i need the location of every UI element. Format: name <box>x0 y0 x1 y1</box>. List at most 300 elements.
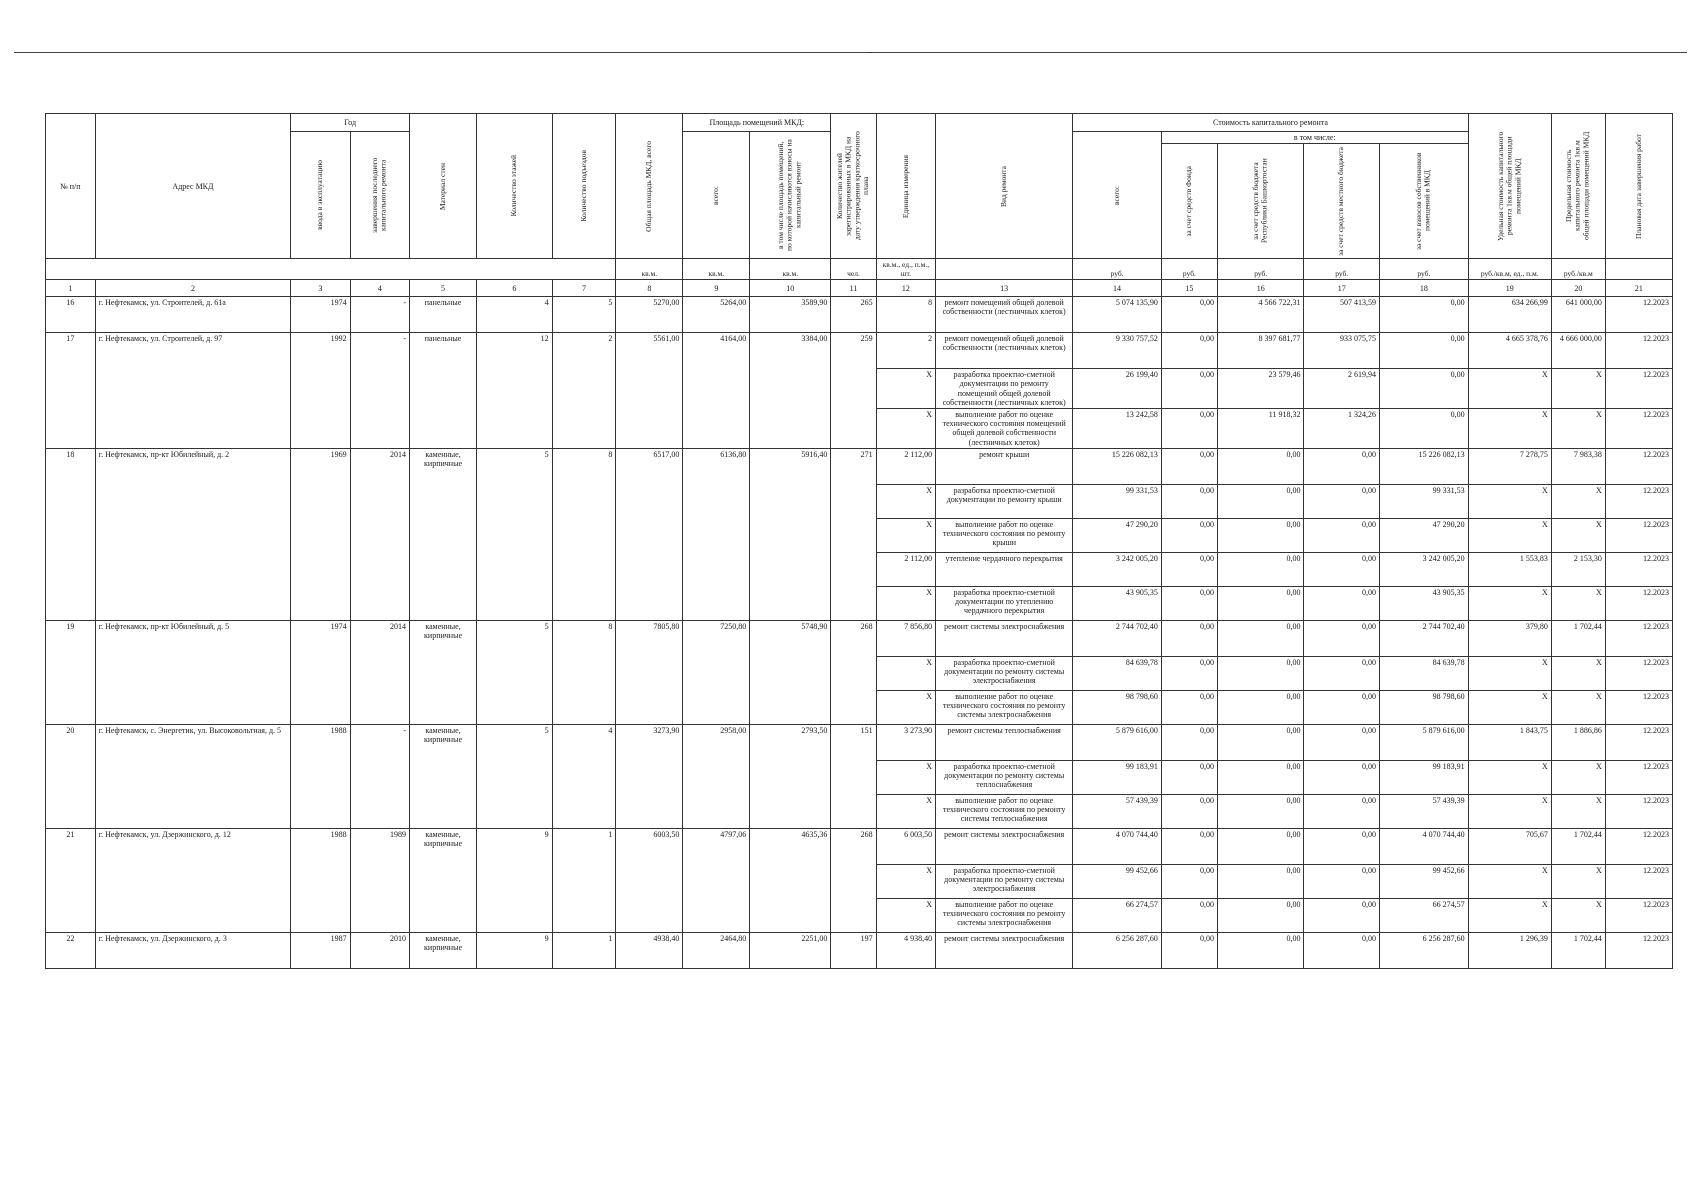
row-cost-fund: 0,00 <box>1161 333 1217 369</box>
row-premises-part: 4635,36 <box>750 828 831 932</box>
row-limit-cost: X <box>1551 586 1605 620</box>
row-total-area: 5561,00 <box>616 333 683 449</box>
row-limit-cost: 1 702,44 <box>1551 620 1605 656</box>
row-cost-owners: 0,00 <box>1380 408 1469 448</box>
row-unit-cost: X <box>1468 760 1551 794</box>
row-limit-cost: X <box>1551 864 1605 898</box>
row-cost-local-budget: 933 075,75 <box>1304 333 1380 369</box>
row-wall-material: каменные, кирпичные <box>410 724 477 828</box>
col-owners-header: за счет взносов собственников помещений в МКД <box>1380 144 1469 259</box>
row-cost-owners: 99 183,91 <box>1380 760 1469 794</box>
col-floors-header: Количество этажей <box>477 114 553 259</box>
table-row <box>46 297 1673 333</box>
row-cost-local-budget: 0,00 <box>1304 448 1380 484</box>
row-cost-local-budget: 0,00 <box>1304 518 1380 552</box>
col-wall-material-header: Материал стен <box>410 114 477 259</box>
row-unit-quantity: X <box>876 898 935 932</box>
row-cost-total: 84 639,78 <box>1073 656 1162 690</box>
row-cost-owners: 5 879 616,00 <box>1380 724 1469 760</box>
capital-repair-table <box>45 113 1673 969</box>
row-unit-quantity: X <box>876 656 935 690</box>
row-cost-republic-budget: 4 566 722,31 <box>1218 297 1304 333</box>
row-cost-owners: 0,00 <box>1380 297 1469 333</box>
row-cost-local-budget: 0,00 <box>1304 898 1380 932</box>
row-unit-quantity: 6 003,50 <box>876 828 935 864</box>
row-unit-quantity: 2 <box>876 333 935 369</box>
row-repair-type: разработка проектно-сметной документации по ремонту системы электроснабжения <box>936 656 1073 690</box>
row-cost-owners: 66 274,57 <box>1380 898 1469 932</box>
row-unit-quantity: X <box>876 864 935 898</box>
row-cost-owners: 0,00 <box>1380 369 1469 409</box>
row-cost-republic-budget: 11 918,32 <box>1218 408 1304 448</box>
table-row <box>46 333 1673 369</box>
row-repair-type: разработка проектно-сметной документации по ремонту системы теплоснабжения <box>936 760 1073 794</box>
row-deadline: 12.2023 <box>1605 724 1672 760</box>
row-deadline: 12.2023 <box>1605 932 1672 968</box>
col-address-header: Адрес МКД <box>95 114 291 259</box>
col-deadline-header: Плановая дата завершения работ <box>1605 114 1672 259</box>
row-cost-fund: 0,00 <box>1161 369 1217 409</box>
row-cost-local-budget: 0,00 <box>1304 620 1380 656</box>
row-floors: 5 <box>477 724 553 828</box>
row-cost-republic-budget: 0,00 <box>1218 724 1304 760</box>
row-deadline: 12.2023 <box>1605 408 1672 448</box>
row-cost-republic-budget: 0,00 <box>1218 690 1304 724</box>
page-top-rule <box>14 52 1687 53</box>
row-cost-republic-budget: 0,00 <box>1218 484 1304 518</box>
row-premises-part: 5748,90 <box>750 620 831 724</box>
row-repair-type: ремонт крыши <box>936 448 1073 484</box>
row-number: 22 <box>46 932 96 968</box>
row-cost-local-budget: 0,00 <box>1304 864 1380 898</box>
row-cost-total: 26 199,40 <box>1073 369 1162 409</box>
row-cost-total: 99 183,91 <box>1073 760 1162 794</box>
row-cost-fund: 0,00 <box>1161 794 1217 828</box>
row-premises-part: 5916,40 <box>750 448 831 620</box>
row-floors: 5 <box>477 448 553 620</box>
table-body <box>46 297 1673 969</box>
row-total-area: 5270,00 <box>616 297 683 333</box>
row-cost-owners: 4 070 744,40 <box>1380 828 1469 864</box>
col-local-budget-header: за счет средств местного бюджета <box>1304 144 1380 259</box>
row-premises-total: 2958,00 <box>683 724 750 828</box>
row-year-commission: 1974 <box>291 620 350 724</box>
row-limit-cost: X <box>1551 794 1605 828</box>
row-premises-total: 4797,06 <box>683 828 750 932</box>
row-limit-cost: 1 702,44 <box>1551 828 1605 864</box>
row-limit-cost: X <box>1551 518 1605 552</box>
row-deadline: 12.2023 <box>1605 828 1672 864</box>
row-cost-republic-budget: 8 397 681,77 <box>1218 333 1304 369</box>
row-year-commission: 1974 <box>291 297 350 333</box>
col-num-header: № п/п <box>46 114 96 259</box>
row-premises-part: 2251,00 <box>750 932 831 968</box>
row-cost-owners: 43 905,35 <box>1380 586 1469 620</box>
row-unit-cost: 634 266,99 <box>1468 297 1551 333</box>
row-cost-fund: 0,00 <box>1161 760 1217 794</box>
row-unit-quantity: X <box>876 586 935 620</box>
row-floors: 4 <box>477 297 553 333</box>
row-cost-total: 98 798,60 <box>1073 690 1162 724</box>
row-unit-quantity: X <box>876 794 935 828</box>
row-year-last-repair: 2014 <box>350 448 409 620</box>
table-row <box>46 448 1673 484</box>
row-residents: 268 <box>831 828 876 932</box>
row-unit-cost: X <box>1468 484 1551 518</box>
row-unit-cost: X <box>1468 656 1551 690</box>
row-repair-type: разработка проектно-сметной документации по ремонту системы электроснабжения <box>936 864 1073 898</box>
row-cost-republic-budget: 0,00 <box>1218 828 1304 864</box>
row-cost-total: 5 879 616,00 <box>1073 724 1162 760</box>
row-repair-type: выполнение работ по оценке технического состояния по ремонту системы электроснабжения <box>936 898 1073 932</box>
row-cost-owners: 2 744 702,40 <box>1380 620 1469 656</box>
col-unit-cost-header: Удельная стоимость капитального ремонта 1кв.м общей площади помещений МКД <box>1468 114 1551 259</box>
row-cost-total: 6 256 287,60 <box>1073 932 1162 968</box>
row-unit-cost: X <box>1468 408 1551 448</box>
row-unit-cost: X <box>1468 898 1551 932</box>
row-repair-type: разработка проектно-сметной документации по утеплению чердачного перекрытия <box>936 586 1073 620</box>
row-cost-republic-budget: 0,00 <box>1218 932 1304 968</box>
row-unit-quantity: 4 938,40 <box>876 932 935 968</box>
row-cost-fund: 0,00 <box>1161 656 1217 690</box>
row-limit-cost: X <box>1551 408 1605 448</box>
row-cost-owners: 3 242 005,20 <box>1380 552 1469 586</box>
row-unit-quantity: 2 112,00 <box>876 552 935 586</box>
row-entrances: 2 <box>552 333 616 449</box>
row-entrances: 8 <box>552 448 616 620</box>
row-unit-quantity: 2 112,00 <box>876 448 935 484</box>
row-premises-part: 3384,00 <box>750 333 831 449</box>
col-premises-total-header: всего: <box>683 132 750 259</box>
row-cost-fund: 0,00 <box>1161 724 1217 760</box>
row-year-last-repair: 1989 <box>350 828 409 932</box>
col-year-header: Год <box>291 114 410 132</box>
col-unit-header: Единица измерения <box>876 114 935 259</box>
row-cost-republic-budget: 0,00 <box>1218 656 1304 690</box>
row-year-last-repair: - <box>350 297 409 333</box>
row-cost-owners: 6 256 287,60 <box>1380 932 1469 968</box>
row-address: г. Нефтекамск, с. Энергетик, ул. Высоковольтная, д. 5 <box>95 724 291 828</box>
row-unit-cost: 7 278,75 <box>1468 448 1551 484</box>
row-cost-total: 66 274,57 <box>1073 898 1162 932</box>
row-deadline: 12.2023 <box>1605 864 1672 898</box>
row-cost-owners: 57 439,39 <box>1380 794 1469 828</box>
row-cost-local-budget: 0,00 <box>1304 586 1380 620</box>
row-limit-cost: X <box>1551 760 1605 794</box>
row-year-commission: 1969 <box>291 448 350 620</box>
row-repair-type: ремонт системы электроснабжения <box>936 620 1073 656</box>
row-cost-local-budget: 0,00 <box>1304 484 1380 518</box>
row-address: г. Нефтекамск, пр-кт Юбилейный, д. 5 <box>95 620 291 724</box>
row-repair-type: выполнение работ по оценке технического состояния по ремонту крыши <box>936 518 1073 552</box>
row-number: 18 <box>46 448 96 620</box>
row-cost-total: 99 452,66 <box>1073 864 1162 898</box>
row-cost-total: 4 070 744,40 <box>1073 828 1162 864</box>
row-deadline: 12.2023 <box>1605 297 1672 333</box>
row-unit-quantity: 7 856,80 <box>876 620 935 656</box>
row-cost-owners: 15 226 082,13 <box>1380 448 1469 484</box>
row-number: 17 <box>46 333 96 449</box>
row-cost-owners: 84 639,78 <box>1380 656 1469 690</box>
row-floors: 9 <box>477 828 553 932</box>
row-residents: 259 <box>831 333 876 449</box>
row-limit-cost: 1 886,86 <box>1551 724 1605 760</box>
row-unit-quantity: X <box>876 369 935 409</box>
row-unit-cost: 1 553,83 <box>1468 552 1551 586</box>
row-residents: 268 <box>831 620 876 724</box>
row-premises-total: 4164,00 <box>683 333 750 449</box>
row-year-last-repair: - <box>350 333 409 449</box>
row-entrances: 1 <box>552 932 616 968</box>
row-unit-cost: X <box>1468 794 1551 828</box>
page-top-mark: – <box>868 47 872 56</box>
row-unit-quantity: X <box>876 518 935 552</box>
row-year-commission: 1988 <box>291 724 350 828</box>
row-cost-fund: 0,00 <box>1161 448 1217 484</box>
col-cost-total-header: всего: <box>1073 132 1162 259</box>
row-unit-cost: 705,67 <box>1468 828 1551 864</box>
row-cost-total: 57 439,39 <box>1073 794 1162 828</box>
row-limit-cost: 1 702,44 <box>1551 932 1605 968</box>
row-cost-republic-budget: 0,00 <box>1218 760 1304 794</box>
row-premises-total: 6136,80 <box>683 448 750 620</box>
row-cost-fund: 0,00 <box>1161 518 1217 552</box>
row-cost-fund: 0,00 <box>1161 828 1217 864</box>
row-unit-cost: X <box>1468 864 1551 898</box>
row-wall-material: каменные, кирпичные <box>410 620 477 724</box>
row-cost-fund: 0,00 <box>1161 484 1217 518</box>
row-cost-owners: 47 290,20 <box>1380 518 1469 552</box>
row-cost-local-budget: 0,00 <box>1304 690 1380 724</box>
row-floors: 5 <box>477 620 553 724</box>
row-premises-total: 7250,80 <box>683 620 750 724</box>
row-deadline: 12.2023 <box>1605 369 1672 409</box>
row-address: г. Нефтекамск, пр-кт Юбилейный, д. 2 <box>95 448 291 620</box>
col-total-area-header: Общая площадь МКД, всего <box>616 114 683 259</box>
row-unit-cost: X <box>1468 369 1551 409</box>
row-entrances: 4 <box>552 724 616 828</box>
row-limit-cost: X <box>1551 369 1605 409</box>
row-cost-owners: 99 331,53 <box>1380 484 1469 518</box>
row-unit-cost: X <box>1468 586 1551 620</box>
row-repair-type: ремонт помещений общей долевой собственности (лестничных клеток) <box>936 333 1073 369</box>
row-wall-material: панельные <box>410 333 477 449</box>
row-cost-local-budget: 0,00 <box>1304 552 1380 586</box>
row-unit-quantity: 8 <box>876 297 935 333</box>
row-limit-cost: X <box>1551 484 1605 518</box>
row-wall-material: каменные, кирпичные <box>410 828 477 932</box>
column-numbers-row: 1 2 3 4 5 6 7 8 9 10 11 12 13 14 15 16 17 18 19 20 21 <box>46 280 1673 297</box>
row-unit-cost: 379,80 <box>1468 620 1551 656</box>
table-row <box>46 620 1673 656</box>
row-address: г. Нефтекамск, ул. Дзержинского, д. 3 <box>95 932 291 968</box>
col-limit-cost-header: Предельная стоимость капитального ремонта 1кв.м общей площади помещений МКД <box>1551 114 1605 259</box>
row-cost-owners: 99 452,66 <box>1380 864 1469 898</box>
row-repair-type: выполнение работ по оценке технического состояния помещений общей долевой собственности (лестничных клеток) <box>936 408 1073 448</box>
row-unit-quantity: X <box>876 408 935 448</box>
row-unit-cost: 1 296,39 <box>1468 932 1551 968</box>
row-number: 21 <box>46 828 96 932</box>
row-deadline: 12.2023 <box>1605 760 1672 794</box>
row-cost-local-budget: 0,00 <box>1304 760 1380 794</box>
row-deadline: 12.2023 <box>1605 484 1672 518</box>
row-unit-cost: X <box>1468 690 1551 724</box>
row-total-area: 6003,50 <box>616 828 683 932</box>
row-cost-owners: 0,00 <box>1380 333 1469 369</box>
row-year-commission: 1988 <box>291 828 350 932</box>
row-total-area: 3273,90 <box>616 724 683 828</box>
row-repair-type: утепление чердачного перекрытия <box>936 552 1073 586</box>
row-repair-type: ремонт помещений общей долевой собственности (лестничных клеток) <box>936 297 1073 333</box>
row-cost-total: 3 242 005,20 <box>1073 552 1162 586</box>
row-number: 19 <box>46 620 96 724</box>
row-deadline: 12.2023 <box>1605 656 1672 690</box>
row-wall-material: каменные, кирпичные <box>410 932 477 968</box>
row-repair-type: ремонт системы электроснабжения <box>936 932 1073 968</box>
row-limit-cost: 4 666 000,00 <box>1551 333 1605 369</box>
row-cost-total: 9 330 757,52 <box>1073 333 1162 369</box>
row-cost-fund: 0,00 <box>1161 690 1217 724</box>
row-deadline: 12.2023 <box>1605 620 1672 656</box>
row-cost-total: 15 226 082,13 <box>1073 448 1162 484</box>
row-cost-total: 13 242,58 <box>1073 408 1162 448</box>
row-repair-type: ремонт системы электроснабжения <box>936 828 1073 864</box>
row-unit-quantity: X <box>876 760 935 794</box>
row-cost-republic-budget: 0,00 <box>1218 552 1304 586</box>
row-unit-cost: X <box>1468 518 1551 552</box>
row-cost-owners: 98 798,60 <box>1380 690 1469 724</box>
col-republic-budget-header: за счет средств бюджета Республики Башкортостан <box>1218 144 1304 259</box>
row-cost-republic-budget: 0,00 <box>1218 448 1304 484</box>
row-cost-local-budget: 2 619,94 <box>1304 369 1380 409</box>
row-limit-cost: 641 000,00 <box>1551 297 1605 333</box>
row-year-last-repair: 2014 <box>350 620 409 724</box>
row-unit-quantity: X <box>876 690 935 724</box>
row-cost-fund: 0,00 <box>1161 898 1217 932</box>
row-residents: 197 <box>831 932 876 968</box>
row-cost-fund: 0,00 <box>1161 408 1217 448</box>
col-premises-area-header: Площадь помещений МКД: <box>683 114 831 132</box>
row-premises-part: 3589,90 <box>750 297 831 333</box>
row-entrances: 8 <box>552 620 616 724</box>
row-number: 20 <box>46 724 96 828</box>
row-residents: 271 <box>831 448 876 620</box>
row-cost-local-budget: 507 413,59 <box>1304 297 1380 333</box>
row-residents: 151 <box>831 724 876 828</box>
row-year-commission: 1992 <box>291 333 350 449</box>
row-deadline: 12.2023 <box>1605 898 1672 932</box>
row-cost-fund: 0,00 <box>1161 552 1217 586</box>
col-premises-part-header: в том числе площадь помещений, по которой начисляются взносы на капитальный ремонт <box>750 132 831 259</box>
row-cost-local-budget: 0,00 <box>1304 828 1380 864</box>
row-unit-quantity: X <box>876 484 935 518</box>
row-floors: 9 <box>477 932 553 968</box>
row-deadline: 12.2023 <box>1605 518 1672 552</box>
row-cost-total: 2 744 702,40 <box>1073 620 1162 656</box>
row-cost-total: 43 905,35 <box>1073 586 1162 620</box>
row-premises-total: 5264,00 <box>683 297 750 333</box>
row-limit-cost: X <box>1551 656 1605 690</box>
row-cost-total: 99 331,53 <box>1073 484 1162 518</box>
row-address: г. Нефтекамск, ул. Дзержинского, д. 12 <box>95 828 291 932</box>
row-premises-part: 2793,50 <box>750 724 831 828</box>
row-deadline: 12.2023 <box>1605 586 1672 620</box>
row-wall-material: каменные, кирпичные <box>410 448 477 620</box>
row-wall-material: панельные <box>410 297 477 333</box>
row-repair-type: разработка проектно-сметной документации по ремонту помещений общей долевой собственности (лестничных клеток) <box>936 369 1073 409</box>
row-address: г. Нефтекамск, ул. Строителей, д. 97 <box>95 333 291 449</box>
row-cost-fund: 0,00 <box>1161 620 1217 656</box>
row-total-area: 6517,00 <box>616 448 683 620</box>
row-cost-total: 5 074 135,90 <box>1073 297 1162 333</box>
col-cost-header: Стоимость капитального ремонта <box>1073 114 1468 132</box>
col-residents-header: Количество жителей зарегистрированных в МКД на дату утверждения краткосрочного плана <box>831 114 876 259</box>
col-year-last-repair-header: завершения последнего капитального ремонта <box>350 132 409 259</box>
row-year-commission: 1987 <box>291 932 350 968</box>
row-repair-type: разработка проектно-сметной документации по ремонту крыши <box>936 484 1073 518</box>
row-year-last-repair: - <box>350 724 409 828</box>
row-cost-republic-budget: 0,00 <box>1218 518 1304 552</box>
row-cost-fund: 0,00 <box>1161 297 1217 333</box>
row-limit-cost: 7 983,38 <box>1551 448 1605 484</box>
table-row <box>46 828 1673 864</box>
row-deadline: 12.2023 <box>1605 552 1672 586</box>
row-total-area: 4938,40 <box>616 932 683 968</box>
row-deadline: 12.2023 <box>1605 333 1672 369</box>
row-cost-republic-budget: 0,00 <box>1218 794 1304 828</box>
row-premises-total: 2464,80 <box>683 932 750 968</box>
row-unit-quantity: 3 273,90 <box>876 724 935 760</box>
units-row: кв.м. кв.м. кв.м. чел. кв.м., ед., п.м., шт. руб. руб. руб. руб. руб. руб./кв.м, ед., п.м. руб./кв.м <box>46 259 1673 280</box>
row-limit-cost: X <box>1551 898 1605 932</box>
row-unit-cost: 4 665 378,76 <box>1468 333 1551 369</box>
row-address: г. Нефтекамск, ул. Строителей, д. 61а <box>95 297 291 333</box>
row-limit-cost: X <box>1551 690 1605 724</box>
row-year-last-repair: 2010 <box>350 932 409 968</box>
row-cost-fund: 0,00 <box>1161 864 1217 898</box>
row-cost-republic-budget: 0,00 <box>1218 620 1304 656</box>
row-floors: 12 <box>477 333 553 449</box>
row-deadline: 12.2023 <box>1605 690 1672 724</box>
table-row <box>46 724 1673 760</box>
row-cost-fund: 0,00 <box>1161 586 1217 620</box>
row-number: 16 <box>46 297 96 333</box>
col-fund-header: за счет средств Фонда <box>1161 144 1217 259</box>
row-cost-local-budget: 0,00 <box>1304 794 1380 828</box>
row-repair-type: ремонт системы теплоснабжения <box>936 724 1073 760</box>
row-total-area: 7805,80 <box>616 620 683 724</box>
row-cost-fund: 0,00 <box>1161 932 1217 968</box>
row-cost-republic-budget: 0,00 <box>1218 864 1304 898</box>
col-year-commission-header: ввода в эксплуатацию <box>291 132 350 259</box>
row-deadline: 12.2023 <box>1605 448 1672 484</box>
row-unit-cost: 1 843,75 <box>1468 724 1551 760</box>
row-cost-republic-budget: 0,00 <box>1218 898 1304 932</box>
row-cost-republic-budget: 23 579,46 <box>1218 369 1304 409</box>
row-cost-local-budget: 0,00 <box>1304 932 1380 968</box>
row-repair-type: выполнение работ по оценке технического состояния по ремонту системы электроснабжения <box>936 690 1073 724</box>
row-entrances: 5 <box>552 297 616 333</box>
table-row <box>46 932 1673 968</box>
row-cost-local-budget: 1 324,26 <box>1304 408 1380 448</box>
row-cost-republic-budget: 0,00 <box>1218 586 1304 620</box>
row-cost-local-budget: 0,00 <box>1304 656 1380 690</box>
row-cost-local-budget: 0,00 <box>1304 724 1380 760</box>
row-cost-total: 47 290,20 <box>1073 518 1162 552</box>
col-repair-type-header: Вид ремонта <box>936 114 1073 259</box>
col-entrances-header: Количество подъездов <box>552 114 616 259</box>
row-repair-type: выполнение работ по оценке технического состояния по ремонту системы теплоснабжения <box>936 794 1073 828</box>
